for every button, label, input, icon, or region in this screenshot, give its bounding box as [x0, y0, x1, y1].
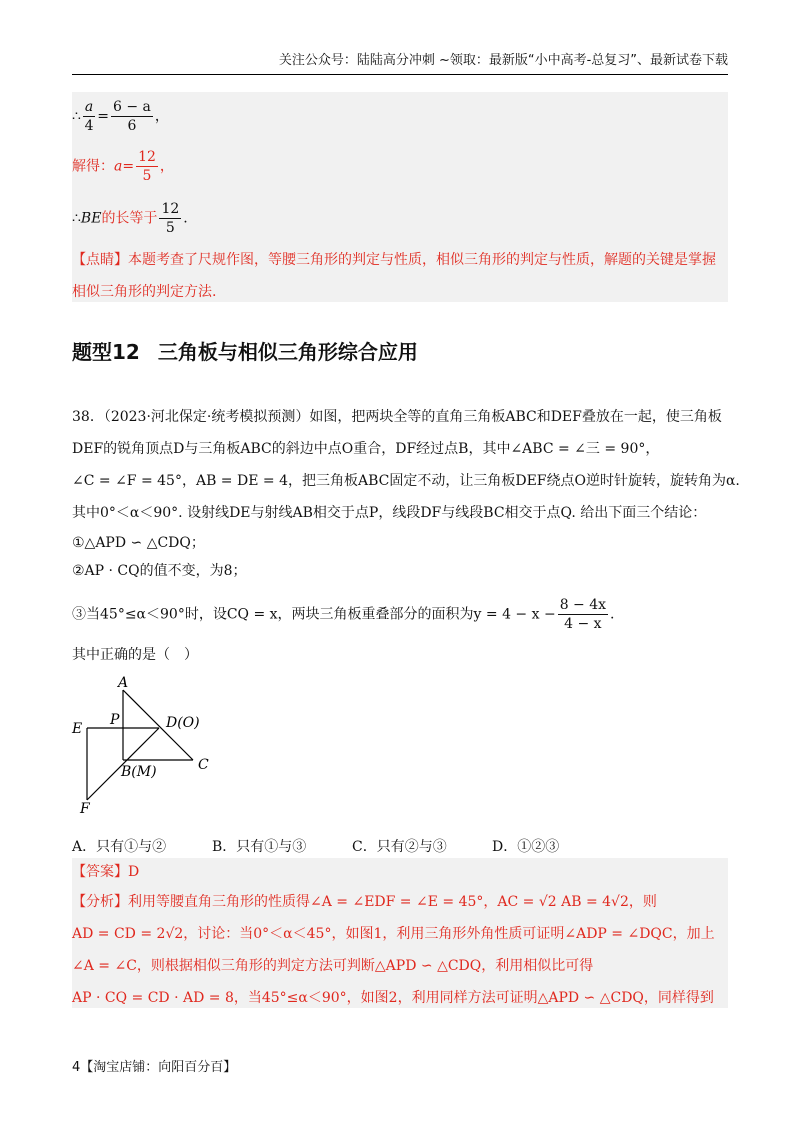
numerator: 12 [161, 201, 180, 217]
numerator: 8 − 4x [559, 597, 607, 613]
section-number: 题型12 [72, 340, 140, 364]
conclusion-2: ②AP · CQ的值不变，为8； [72, 563, 247, 579]
page-footer [72, 1056, 236, 1075]
comment-line-1 [72, 250, 716, 270]
therefore-symbol: ∴ [72, 108, 81, 125]
comment-line-2 [72, 282, 216, 302]
numerator: 6 − a [113, 99, 151, 115]
result-text: 的长等于 [101, 210, 158, 227]
conclusion-1: ①△APD ∽ △CDQ； [72, 535, 205, 551]
problem-line-3: ∠C = ∠F = 45°，AB = DE = 4，把三角板ABC固定不动，让三角板DEF绕点O逆时针旋转，旋转角为α. [72, 473, 740, 489]
geometry-figure [60, 670, 240, 820]
punct: ， [154, 108, 169, 125]
label-C: C [198, 757, 209, 773]
fraction [83, 98, 95, 135]
label-F: F [80, 801, 90, 817]
comment-text: 本题考查了尺规作图，等腰三角形的判定与性质，相似三角形的判定与性质，解题的关键是掌握 [128, 252, 716, 268]
conclusion-3 [72, 596, 614, 633]
label-D: D(O) [166, 715, 200, 731]
variable: BE [80, 210, 102, 227]
solution-block [72, 92, 728, 302]
analysis-label: 【分析】 [72, 894, 128, 910]
solution-line-3 [72, 200, 188, 237]
page-header [72, 52, 728, 75]
analysis-line-4: AP · CQ = CD · AD = 8，当45°≤α＜90°，如图2，利用同样方法可证明△APD ∽ △CDQ，同样得到 [72, 990, 714, 1006]
conclusion-3-text: ③当45°≤α＜90°时，设CQ = x，两块三角板重叠部分的面积为y = 4 − x − [72, 606, 556, 623]
analysis-line-2: AD = CD = 2√2，讨论：当0°＜α＜45°，如图1，利用三角形外角性质可证明∠ADP = ∠DQC，加上 [72, 926, 715, 942]
equals: = [97, 108, 110, 125]
fraction [111, 98, 153, 135]
equals: = [122, 158, 135, 175]
answer-label: 【答案】 [72, 864, 128, 880]
option-a[interactable]: A．只有①与② [72, 839, 167, 855]
option-b[interactable]: B．只有①与③ [212, 839, 307, 855]
analysis-line-3: ∠A = ∠C，则根据相似三角形的判定方法可判断△APD ∽ △CDQ，利用相似比可得 [72, 958, 594, 974]
option-d[interactable]: D．①②③ [492, 839, 560, 855]
section-title: 三角板与相似三角形综合应用 [157, 340, 418, 364]
denominator: 5 [142, 168, 152, 184]
denominator: 6 [127, 118, 137, 134]
punct: ， [159, 158, 174, 175]
option-c[interactable]: C．只有②与③ [352, 839, 447, 855]
punct: . [183, 210, 188, 227]
answer-line [72, 862, 139, 882]
therefore-symbol: ∴ [72, 210, 81, 227]
fraction [159, 200, 181, 237]
fraction [136, 148, 158, 185]
problem-line-4: 其中0°＜α＜90°. 设射线DE与射线AB相交于点P，线段DF与线段BC相交于点Q. 给出下面三个结论： [72, 505, 707, 521]
label-B: B(M) [121, 764, 157, 780]
punct: . [610, 606, 615, 623]
numerator: a [84, 99, 94, 115]
solution-line-2 [72, 148, 174, 185]
header-text: 关注公众号：陆陆高分冲刺 ~领取：最新版“小中高考-总复习”、最新试卷下载 [278, 53, 728, 68]
answer-value: D [128, 864, 140, 880]
analysis-text: 利用等腰直角三角形的性质得∠A = ∠EDF = ∠E = 45°，AC = √2 AB = 4√2，则 [128, 894, 657, 910]
solve-label: 解得： [72, 158, 114, 175]
comment-text: 相似三角形的判定方法. [72, 284, 217, 300]
label-E: E [72, 721, 83, 737]
footer-text: 4【淘宝店铺：向阳百分百】 [72, 1060, 237, 1075]
question-prompt: 其中正确的是（ ） [72, 647, 198, 663]
denominator: 4 [84, 118, 94, 134]
numerator: 12 [138, 149, 156, 165]
denominator: 5 [165, 220, 175, 236]
label-A: A [118, 675, 129, 691]
analysis-line-1 [72, 892, 657, 912]
solution-line-1 [72, 98, 169, 135]
problem-line-2: DEF的锐角顶点D与三角板ABC的斜边中点O重合，DF经过点B，其中∠ABC = ∠三 = 90°， [72, 441, 660, 457]
section-heading [72, 336, 418, 365]
fraction [558, 596, 608, 633]
denominator: 4 − x [564, 616, 602, 632]
problem-line-1: 38．（2023·河北保定·统考模拟预测）如图，把两块全等的直角三角板ABC和DEF叠放在一起，使三角板 [72, 409, 722, 425]
variable: a [114, 158, 123, 175]
label-P: P [110, 712, 120, 728]
comment-label: 【点睛】 [72, 252, 128, 268]
